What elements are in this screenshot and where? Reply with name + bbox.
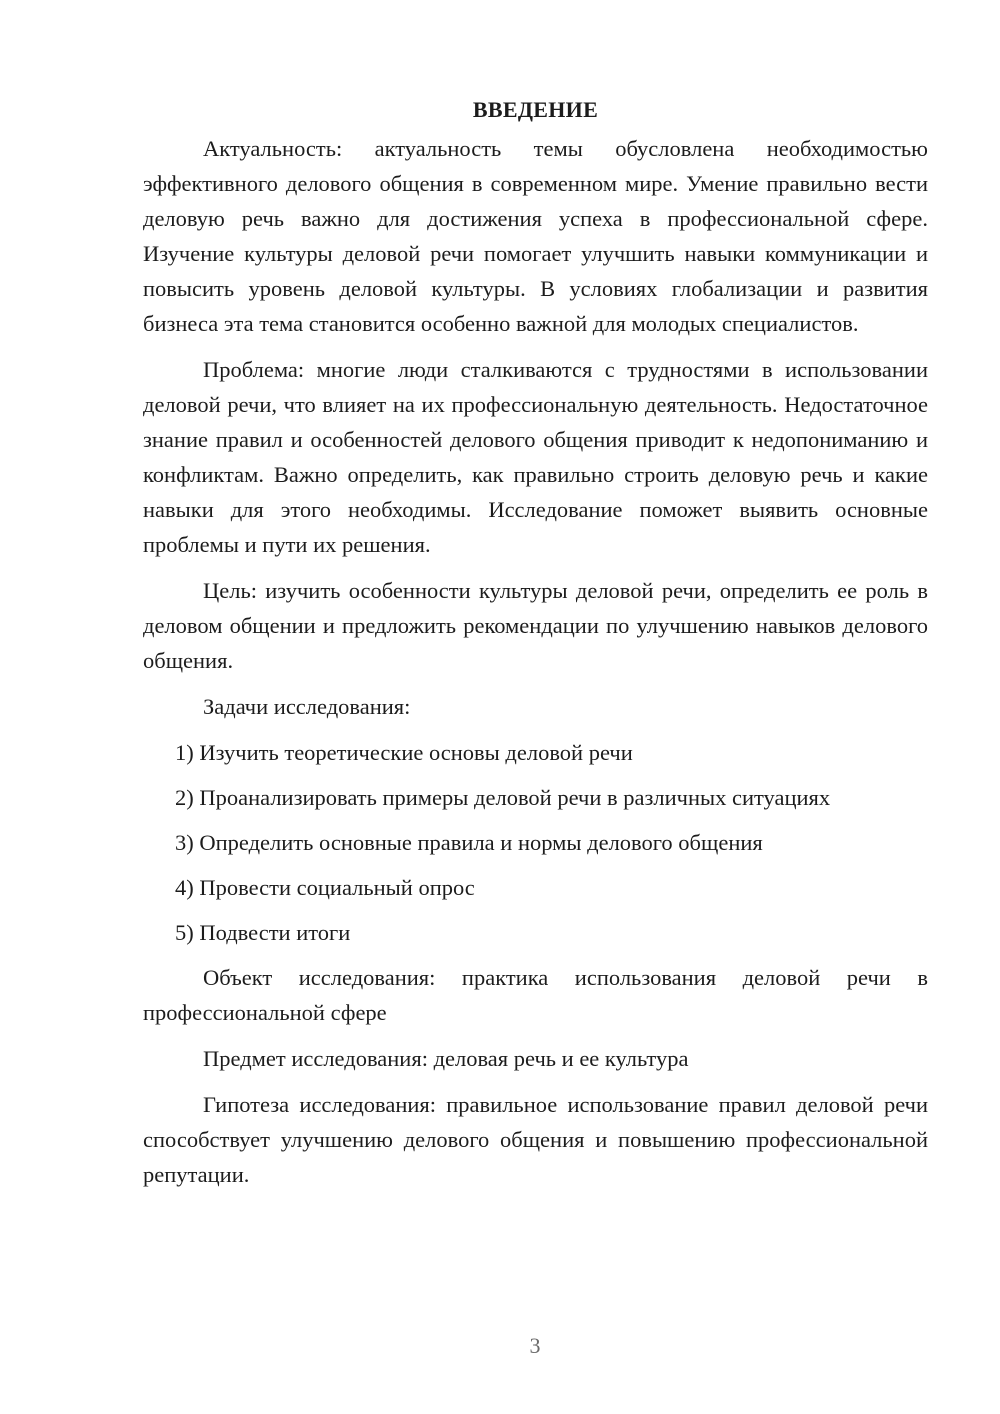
task-item: 3) Определить основные правила и нормы делового общения xyxy=(175,830,763,855)
page-number: 3 xyxy=(529,1333,541,1358)
task-item: 5) Подвести итоги xyxy=(175,920,351,945)
tasks-list xyxy=(143,735,928,950)
object-paragraph: Объект исследования: практика использования деловой речи в профессиональной сфере xyxy=(143,965,928,1025)
tasks-heading: Задачи исследования: xyxy=(203,694,411,719)
task-item: 4) Провести социальный опрос xyxy=(175,875,475,900)
hypothesis-paragraph: Гипотеза исследования: правильное использование правил деловой речи способствует улучшению делового общения и повышению профессиональной репутации. xyxy=(143,1092,928,1187)
goal-paragraph: Цель: изучить особенности культуры деловой речи, определить ее роль в деловом общении и предложить рекомендации по улучшению навыков делового общения. xyxy=(143,578,928,673)
task-item: 1) Изучить теоретические основы деловой речи xyxy=(175,740,633,765)
relevance-paragraph: Актуальность: актуальность темы обусловлена необходимостью эффективного делового общения в современном мире. Умение правильно вести деловую речь важно для достижения успеха в профессиональной сфере. Изучение культуры деловой речи помогает улучшить навыки коммуникации и повысить уровень деловой культуры. В условиях глобализации и развития бизнеса эта тема становится особенно важной для молодых специалистов. xyxy=(143,136,928,336)
page-title: ВВЕДЕНИЕ xyxy=(472,97,599,122)
page-content xyxy=(143,94,928,1203)
subject-paragraph: Предмет исследования: деловая речь и ее культура xyxy=(203,1046,689,1071)
task-item: 2) Проанализировать примеры деловой речи в различных ситуациях xyxy=(175,785,831,810)
problem-paragraph: Проблема: многие люди сталкиваются с трудностями в использовании деловой речи, что влияет на их профессиональную деятельность. Недостаточное знание правил и особенностей делового общения приводит к недопониманию и конфликтам. Важно определить, как правильно строить деловую речь и какие навыки для этого необходимы. Исследование поможет выявить основные проблемы и пути их решения. xyxy=(143,357,928,557)
